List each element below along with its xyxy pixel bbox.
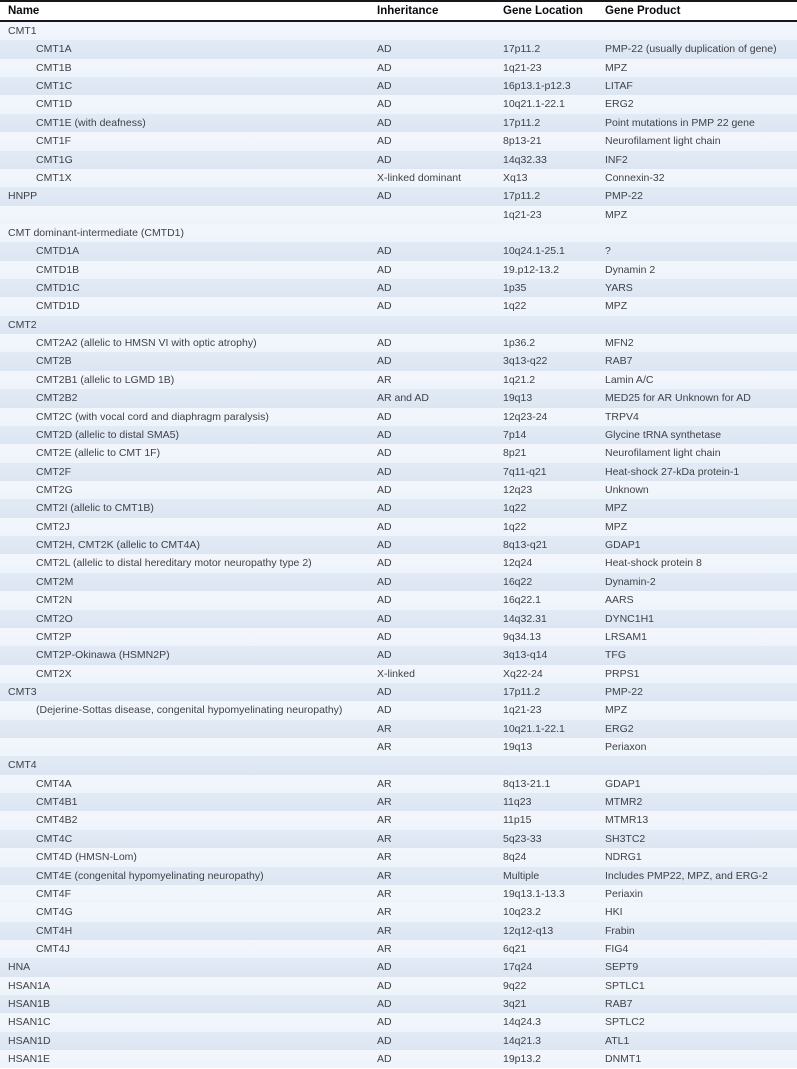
- cell-gene-location: 19p13.2: [503, 1053, 541, 1066]
- cell-gene-product: SPTLC1: [605, 979, 645, 992]
- cell-gene-location: 1q21-23: [503, 208, 542, 221]
- cell-gene-location: 1q22: [503, 300, 527, 313]
- cell-name: HNPP: [8, 190, 38, 203]
- table-row: [0, 22, 797, 40]
- table-row: [0, 940, 797, 958]
- table-row: [0, 958, 797, 976]
- table-row: [0, 169, 797, 187]
- table-row: [0, 224, 797, 242]
- table-row: [0, 848, 797, 866]
- cell-inheritance: AR: [377, 869, 392, 882]
- cell-gene-location: 16p13.1-p12.3: [503, 80, 571, 93]
- cell-inheritance: AR: [377, 814, 392, 827]
- cell-gene-location: 10q21.1-22.1: [503, 98, 565, 111]
- cell-inheritance: AD: [377, 190, 392, 203]
- cell-name: CMT2O: [36, 612, 73, 625]
- cell-inheritance: AD: [377, 685, 392, 698]
- cell-name: HSAN1A: [8, 979, 51, 992]
- cell-inheritance: AD: [377, 447, 392, 460]
- cell-inheritance: AD: [377, 1016, 392, 1029]
- cell-gene-location: 8q24: [503, 851, 527, 864]
- cell-gene-location: 1p35: [503, 282, 527, 295]
- cell-gene-product: MPZ: [605, 704, 628, 717]
- table-row: [0, 95, 797, 113]
- cell-gene-location: 3q13-q14: [503, 649, 548, 662]
- cell-name: CMT1A: [36, 43, 72, 56]
- table-row: [0, 59, 797, 77]
- cell-gene-location: 17q24: [503, 961, 533, 974]
- cell-gene-product: TRPV4: [605, 410, 639, 423]
- cell-inheritance: AD: [377, 428, 392, 441]
- table-row: [0, 40, 797, 58]
- cell-gene-product: MPZ: [605, 208, 628, 221]
- cell-inheritance: AD: [377, 410, 392, 423]
- cell-gene-location: 19q13: [503, 741, 533, 754]
- cell-name: CMT2X: [36, 667, 72, 680]
- cell-gene-product: LRSAM1: [605, 630, 648, 643]
- cell-gene-product: YARS: [605, 282, 633, 295]
- cell-inheritance: AR: [377, 373, 392, 386]
- cell-inheritance: X-linked: [377, 667, 415, 680]
- column-header-name: Name: [8, 5, 40, 17]
- cell-gene-product: PMP-22: [605, 685, 643, 698]
- cell-gene-location: 10q24.1-25.1: [503, 245, 565, 258]
- table-row: [0, 922, 797, 940]
- cell-inheritance: AR: [377, 851, 392, 864]
- table-row: [0, 756, 797, 774]
- table-row: [0, 995, 797, 1013]
- cell-name: CMTD1A: [36, 245, 80, 258]
- cell-inheritance: AD: [377, 557, 392, 570]
- table-row: [0, 683, 797, 701]
- cell-inheritance: AR: [377, 832, 392, 845]
- cell-name: CMT4J: [36, 942, 70, 955]
- table-row: [0, 518, 797, 536]
- cell-inheritance: AR: [377, 741, 392, 754]
- cell-inheritance: AD: [377, 1034, 392, 1047]
- cell-gene-product: SPTLC2: [605, 1016, 645, 1029]
- table-row: [0, 701, 797, 719]
- cell-inheritance: AD: [377, 355, 392, 368]
- cell-inheritance: AD: [377, 594, 392, 607]
- table-row: [0, 132, 797, 150]
- cell-inheritance: AR: [377, 906, 392, 919]
- cell-gene-product: Heat-shock protein 8: [605, 557, 702, 570]
- cell-gene-location: 1q21.2: [503, 373, 536, 386]
- table-row: [0, 77, 797, 95]
- cell-inheritance: AR: [377, 722, 392, 735]
- cell-name: HSAN1D: [8, 1034, 51, 1047]
- cell-inheritance: AR and AD: [377, 392, 429, 405]
- cell-gene-product: TFG: [605, 649, 626, 662]
- table-row: [0, 665, 797, 683]
- table-header-row: [0, 0, 797, 22]
- cell-gene-product: Neurofilament light chain: [605, 447, 721, 460]
- cell-gene-location: 17p11.2: [503, 43, 541, 56]
- cell-name: CMT1: [8, 25, 37, 37]
- cell-inheritance: AD: [377, 337, 392, 350]
- cell-gene-product: MPZ: [605, 502, 628, 515]
- cell-name: CMT4F: [36, 887, 71, 900]
- cell-name: CMT2B2: [36, 392, 78, 405]
- cell-name: CMT2P-Okinawa (HSMN2P): [36, 649, 170, 662]
- cell-gene-product: Periaxin: [605, 887, 643, 900]
- cell-inheritance: AR: [377, 887, 392, 900]
- cell-name: CMT1E (with deafness): [36, 116, 146, 129]
- column-header-gene-location: Gene Location: [503, 5, 583, 17]
- cell-name: CMT3: [8, 685, 37, 698]
- cell-gene-product: SH3TC2: [605, 832, 646, 845]
- cell-inheritance: AD: [377, 649, 392, 662]
- column-header-gene-product: Gene Product: [605, 5, 681, 17]
- cell-name: CMT2N: [36, 594, 73, 607]
- cell-gene-location: 8q13-q21: [503, 539, 548, 552]
- cell-name: CMT2J: [36, 520, 70, 533]
- cell-name: HSAN1B: [8, 998, 51, 1011]
- cell-gene-product: Dynamin 2: [605, 263, 656, 276]
- cell-name: CMT4: [8, 759, 37, 772]
- cell-gene-location: 6q21: [503, 942, 527, 955]
- table-row: [0, 811, 797, 829]
- cell-name: HNA: [8, 961, 31, 974]
- cell-inheritance: X-linked dominant: [377, 171, 462, 184]
- table-row: [0, 151, 797, 169]
- cell-gene-location: 1q22: [503, 502, 527, 515]
- cell-inheritance: AD: [377, 300, 392, 313]
- cell-gene-product: HKI: [605, 906, 623, 919]
- cell-gene-product: Heat-shock 27-kDa protein-1: [605, 465, 740, 478]
- table-row: [0, 334, 797, 352]
- cell-inheritance: AD: [377, 979, 392, 992]
- cell-gene-location: 9q34.13: [503, 630, 541, 643]
- cell-gene-product: Includes PMP22, MPZ, and ERG-2: [605, 869, 768, 882]
- table-row: [0, 720, 797, 738]
- cell-name: CMT2G: [36, 483, 73, 496]
- cell-gene-location: 9q22: [503, 979, 527, 992]
- cell-gene-location: 12q23: [503, 483, 533, 496]
- cell-gene-location: 19q13: [503, 392, 533, 405]
- cell-gene-location: 1q21-23: [503, 704, 542, 717]
- cell-gene-product: DYNC1H1: [605, 612, 655, 625]
- cell-gene-product: RAB7: [605, 355, 633, 368]
- cell-name: CMT2P: [36, 630, 72, 643]
- table-row: [0, 830, 797, 848]
- cell-gene-product: MTMR2: [605, 796, 643, 809]
- cell-inheritance: AD: [377, 483, 392, 496]
- cell-gene-location: Multiple: [503, 869, 540, 882]
- cell-inheritance: AR: [377, 924, 392, 937]
- cell-gene-location: 16q22: [503, 575, 533, 588]
- table-row: [0, 977, 797, 995]
- cell-name: CMT2E (allelic to CMT 1F): [36, 447, 161, 460]
- cell-name: CMT2L (allelic to distal hereditary motor neuropathy type 2): [36, 557, 312, 570]
- cell-gene-location: 19.p12-13.2: [503, 263, 560, 276]
- cell-gene-location: 5q23-33: [503, 832, 542, 845]
- cell-name: CMT dominant-intermediate (CMTD1): [8, 226, 185, 239]
- table-row: [0, 775, 797, 793]
- cell-name: CMT4G: [36, 906, 73, 919]
- cell-inheritance: AD: [377, 1053, 392, 1066]
- cell-name: CMT2C (with vocal cord and diaphragm paralysis): [36, 410, 269, 423]
- cell-gene-product: Neurofilament light chain: [605, 135, 721, 148]
- table-row: [0, 389, 797, 407]
- table-row: [0, 536, 797, 554]
- cell-gene-product: ERG2: [605, 98, 634, 111]
- table-row: [0, 242, 797, 260]
- cell-gene-location: 14q24.3: [503, 1016, 541, 1029]
- table-row: [0, 903, 797, 921]
- cell-name: CMT1C: [36, 80, 73, 93]
- cell-inheritance: AD: [377, 153, 392, 166]
- cell-gene-location: 1p36.2: [503, 337, 536, 350]
- cell-gene-product: FIG4: [605, 942, 629, 955]
- cell-gene-location: 7p14: [503, 428, 527, 441]
- cell-name: CMT2: [8, 318, 37, 331]
- cell-gene-location: 1q21-23: [503, 61, 542, 74]
- table-row: [0, 867, 797, 885]
- cell-inheritance: AD: [377, 465, 392, 478]
- cell-gene-product: MED25 for AR Unknown for AD: [605, 392, 751, 405]
- cell-gene-location: 17p11.2: [503, 685, 541, 698]
- table-row: [0, 793, 797, 811]
- cell-gene-location: 12q24: [503, 557, 533, 570]
- cell-gene-product: MPZ: [605, 300, 628, 313]
- cell-gene-product: Connexin-32: [605, 171, 665, 184]
- cell-gene-product: MFN2: [605, 337, 634, 350]
- cell-name: CMT4A: [36, 777, 72, 790]
- table-row: [0, 114, 797, 132]
- cell-inheritance: AD: [377, 630, 392, 643]
- cell-name: HSAN1C: [8, 1016, 51, 1029]
- table-row: [0, 481, 797, 499]
- cell-inheritance: AD: [377, 98, 392, 111]
- table-row: [0, 1050, 797, 1068]
- cell-name: CMT2F: [36, 465, 71, 478]
- cell-gene-product: Frabin: [605, 924, 635, 937]
- cell-inheritance: AD: [377, 135, 392, 148]
- cell-name: CMT4C: [36, 832, 73, 845]
- cell-name: CMT4D (HMSN-Lom): [36, 851, 137, 864]
- cell-gene-location: 14q32.33: [503, 153, 547, 166]
- cell-gene-product: Point mutations in PMP 22 gene: [605, 116, 755, 129]
- cell-gene-product: INF2: [605, 153, 628, 166]
- cell-gene-location: Xq13: [503, 171, 528, 184]
- cell-inheritance: AR: [377, 777, 392, 790]
- table-row: [0, 1013, 797, 1031]
- cell-inheritance: AD: [377, 539, 392, 552]
- cell-gene-product: NDRG1: [605, 851, 642, 864]
- cell-gene-location: 1q22: [503, 520, 527, 533]
- cell-inheritance: AD: [377, 998, 392, 1011]
- table-row: [0, 444, 797, 462]
- cell-gene-location: 14q32.31: [503, 612, 547, 625]
- cell-gene-product: DNMT1: [605, 1053, 642, 1066]
- cell-name: CMT4E (congenital hypomyelinating neuropathy): [36, 869, 264, 882]
- cell-inheritance: AD: [377, 61, 392, 74]
- cell-gene-location: 8p13-21: [503, 135, 542, 148]
- cell-name: CMT2A2 (allelic to HMSN VI with optic atrophy): [36, 337, 257, 350]
- cell-inheritance: AD: [377, 43, 392, 56]
- table-row: [0, 426, 797, 444]
- cell-gene-product: GDAP1: [605, 777, 641, 790]
- table-row: [0, 316, 797, 334]
- cell-gene-location: 8p21: [503, 447, 527, 460]
- table-row: [0, 610, 797, 628]
- cell-inheritance: AD: [377, 575, 392, 588]
- cell-name: CMT2D (allelic to distal SMA5): [36, 428, 179, 441]
- table-row: [0, 591, 797, 609]
- cell-gene-location: 17p11.2: [503, 116, 541, 129]
- table-row: [0, 499, 797, 517]
- cell-gene-product: ERG2: [605, 722, 634, 735]
- cell-name: CMT2B: [36, 355, 72, 368]
- cell-name: CMT1B: [36, 61, 72, 74]
- cell-inheritance: AD: [377, 245, 392, 258]
- cell-inheritance: AD: [377, 263, 392, 276]
- table-row: [0, 408, 797, 426]
- cell-gene-location: 7q11-q21: [503, 465, 547, 478]
- cell-gene-product: Lamin A/C: [605, 373, 654, 386]
- cell-inheritance: AD: [377, 80, 392, 93]
- column-header-inheritance: Inheritance: [377, 5, 439, 17]
- cell-name: CMT1D: [36, 98, 73, 111]
- cell-gene-product: ?: [605, 245, 611, 258]
- cell-gene-product: RAB7: [605, 998, 633, 1011]
- table-row: [0, 628, 797, 646]
- table-row: [0, 206, 797, 224]
- table-row: [0, 187, 797, 205]
- cell-gene-product: PRPS1: [605, 667, 640, 680]
- cell-gene-product: MPZ: [605, 61, 628, 74]
- cell-inheritance: AD: [377, 961, 392, 974]
- table-row: [0, 463, 797, 481]
- cell-inheritance: AR: [377, 942, 392, 955]
- cell-gene-product: GDAP1: [605, 539, 641, 552]
- table-row: [0, 573, 797, 591]
- cell-name: CMT4B1: [36, 796, 78, 809]
- cell-name: CMTD1B: [36, 263, 80, 276]
- table-row: [0, 1032, 797, 1050]
- cell-gene-location: 3q13-q22: [503, 355, 548, 368]
- cell-gene-location: 3q21: [503, 998, 527, 1011]
- cell-gene-location: 10q21.1-22.1: [503, 722, 565, 735]
- cell-name: CMT1G: [36, 153, 73, 166]
- cell-name: CMT2H, CMT2K (allelic to CMT4A): [36, 539, 200, 552]
- table-row: [0, 554, 797, 572]
- cell-inheritance: AD: [377, 502, 392, 515]
- table-row: [0, 279, 797, 297]
- cell-name: CMTD1D: [36, 300, 80, 313]
- cell-name: CMT2B1 (allelic to LGMD 1B): [36, 373, 175, 386]
- table-row: [0, 738, 797, 756]
- cell-inheritance: AD: [377, 282, 392, 295]
- table-body: [0, 22, 797, 1068]
- cell-name: CMT1X: [36, 171, 72, 184]
- cell-gene-product: MTMR13: [605, 814, 649, 827]
- cell-inheritance: AD: [377, 704, 392, 717]
- cell-name: CMTD1C: [36, 282, 80, 295]
- cell-inheritance: AD: [377, 612, 392, 625]
- cell-gene-product: Dynamin-2: [605, 575, 656, 588]
- cell-gene-location: 10q23.2: [503, 906, 541, 919]
- cell-name: CMT4B2: [36, 814, 78, 827]
- cell-gene-location: 16q22.1: [503, 594, 541, 607]
- table-row: [0, 352, 797, 370]
- cell-inheritance: AD: [377, 116, 392, 129]
- cell-inheritance: AR: [377, 796, 392, 809]
- cell-name: HSAN1E: [8, 1053, 51, 1066]
- cell-gene-product: AARS: [605, 594, 634, 607]
- cell-gene-location: 8q13-21.1: [503, 777, 551, 790]
- cell-gene-product: PMP-22 (usually duplication of gene): [605, 43, 777, 56]
- table-row: [0, 371, 797, 389]
- cell-gene-product: Unknown: [605, 483, 649, 496]
- cell-name: (Dejerine-Sottas disease, congenital hypomyelinating neuropathy): [36, 704, 343, 717]
- cell-gene-location: 14q21.3: [503, 1034, 541, 1047]
- cell-inheritance: AD: [377, 520, 392, 533]
- cell-gene-product: Glycine tRNA synthetase: [605, 428, 722, 441]
- cell-gene-location: Xq22-24: [503, 667, 543, 680]
- cell-gene-location: 12q12-q13: [503, 924, 554, 937]
- cell-gene-location: 11q23: [503, 796, 532, 809]
- table-row: [0, 885, 797, 903]
- cell-gene-location: 17p11.2: [503, 190, 541, 203]
- cell-name: CMT1F: [36, 135, 71, 148]
- table-row: [0, 297, 797, 315]
- cell-gene-product: Periaxon: [605, 741, 647, 754]
- cell-name: CMT2I (allelic to CMT1B): [36, 502, 154, 515]
- cell-gene-location: 12q23-24: [503, 410, 548, 423]
- cell-name: CMT4H: [36, 924, 73, 937]
- table-row: [0, 646, 797, 664]
- cell-gene-product: PMP-22: [605, 190, 643, 203]
- cell-name: CMT2M: [36, 575, 74, 588]
- cell-gene-product: MPZ: [605, 520, 628, 533]
- cell-gene-location: 19q13.1-13.3: [503, 887, 565, 900]
- table-row: [0, 261, 797, 279]
- cell-gene-product: LITAF: [605, 80, 633, 93]
- cell-gene-product: SEPT9: [605, 961, 639, 974]
- cell-gene-location: 11p15: [503, 814, 532, 827]
- cell-gene-product: ATL1: [605, 1034, 630, 1047]
